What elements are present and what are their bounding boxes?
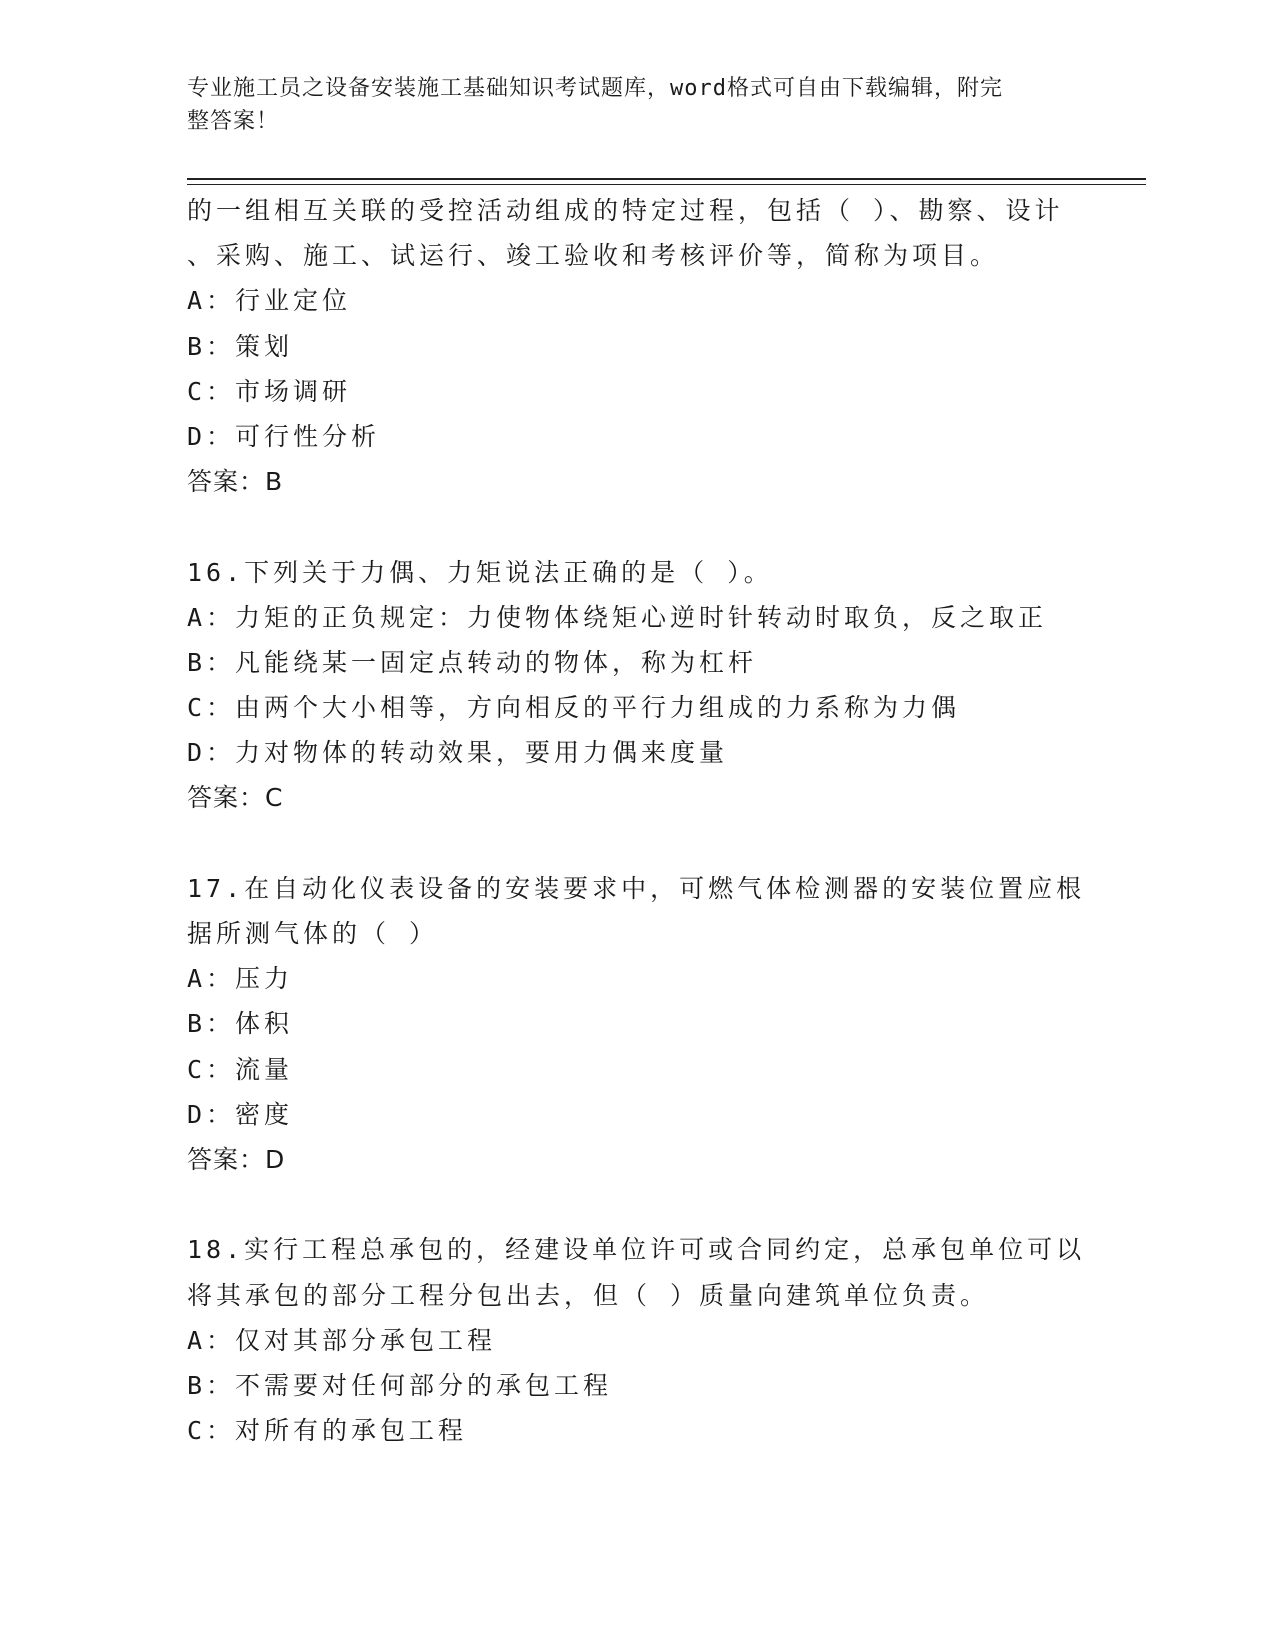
question-stem-line: 、采购、施工、试运行、竣工验收和考核评价等，简称为项目。: [187, 241, 1000, 271]
option-a: A：力矩的正负规定：力使物体绕矩心逆时针转动时取负，反之取正: [187, 602, 1048, 632]
header-divider-thick: [187, 178, 1146, 180]
header-divider-thin: [187, 184, 1146, 185]
option-c: C：流量: [187, 1054, 294, 1084]
question-spacer: [187, 1182, 1067, 1227]
option-a: A：行业定位: [187, 286, 352, 316]
header-title-line-2: 整答案！: [187, 109, 280, 134]
question-spacer: [187, 821, 1067, 866]
question-stem-line: 据所测气体的（ ）: [187, 919, 439, 948]
question-stem-line: 16.下列关于力偶、力矩说法正确的是（ ）。: [187, 557, 773, 587]
option-b: B：策划: [187, 331, 294, 361]
option-c: C：市场调研: [187, 376, 352, 406]
answer-line: 答案：B: [187, 467, 284, 497]
option-d: D：可行性分析: [187, 421, 381, 451]
document-header: [187, 72, 1067, 138]
option-a: A：压力: [187, 964, 294, 994]
answer-line: 答案：D: [187, 1144, 286, 1174]
question-stem-line: 的一组相互关联的受控活动组成的特定过程，包括（ ）、勘察、设计: [187, 196, 1064, 225]
option-d: D：密度: [187, 1099, 294, 1129]
option-c: C：对所有的承包工程: [187, 1416, 468, 1446]
option-b: B：凡能绕某一固定点转动的物体，称为杠杆: [187, 647, 758, 677]
option-a: A：仅对其部分承包工程: [187, 1325, 497, 1355]
question-block: [187, 1227, 1086, 1453]
question-spacer: [187, 504, 1067, 549]
answer-line: 答案：C: [187, 783, 284, 813]
question-block: [187, 866, 1086, 1182]
question-block: [187, 188, 1067, 504]
header-title-line-1: 专业施工员之设备安装施工基础知识考试题库，word格式可自由下载编辑，附完: [187, 76, 1003, 101]
question-stem-line: 18.实行工程总承包的，经建设单位许可或合同约定，总承包单位可以: [187, 1235, 1086, 1265]
option-b: B：不需要对任何部分的承包工程: [187, 1370, 613, 1400]
question-stem-line: 17.在自动化仪表设备的安装要求中，可燃气体检测器的安装位置应根: [187, 873, 1086, 903]
question-list: [187, 188, 1086, 1453]
question-block: [187, 550, 1067, 821]
option-c: C：由两个大小相等，方向相反的平行力组成的力系称为力偶: [187, 693, 961, 723]
option-d: D：力对物体的转动效果，要用力偶来度量: [187, 738, 729, 768]
option-b: B：体积: [187, 1009, 294, 1039]
question-stem-line: 将其承包的部分工程分包出去，但（ ）质量向建筑单位负责。: [187, 1280, 990, 1310]
